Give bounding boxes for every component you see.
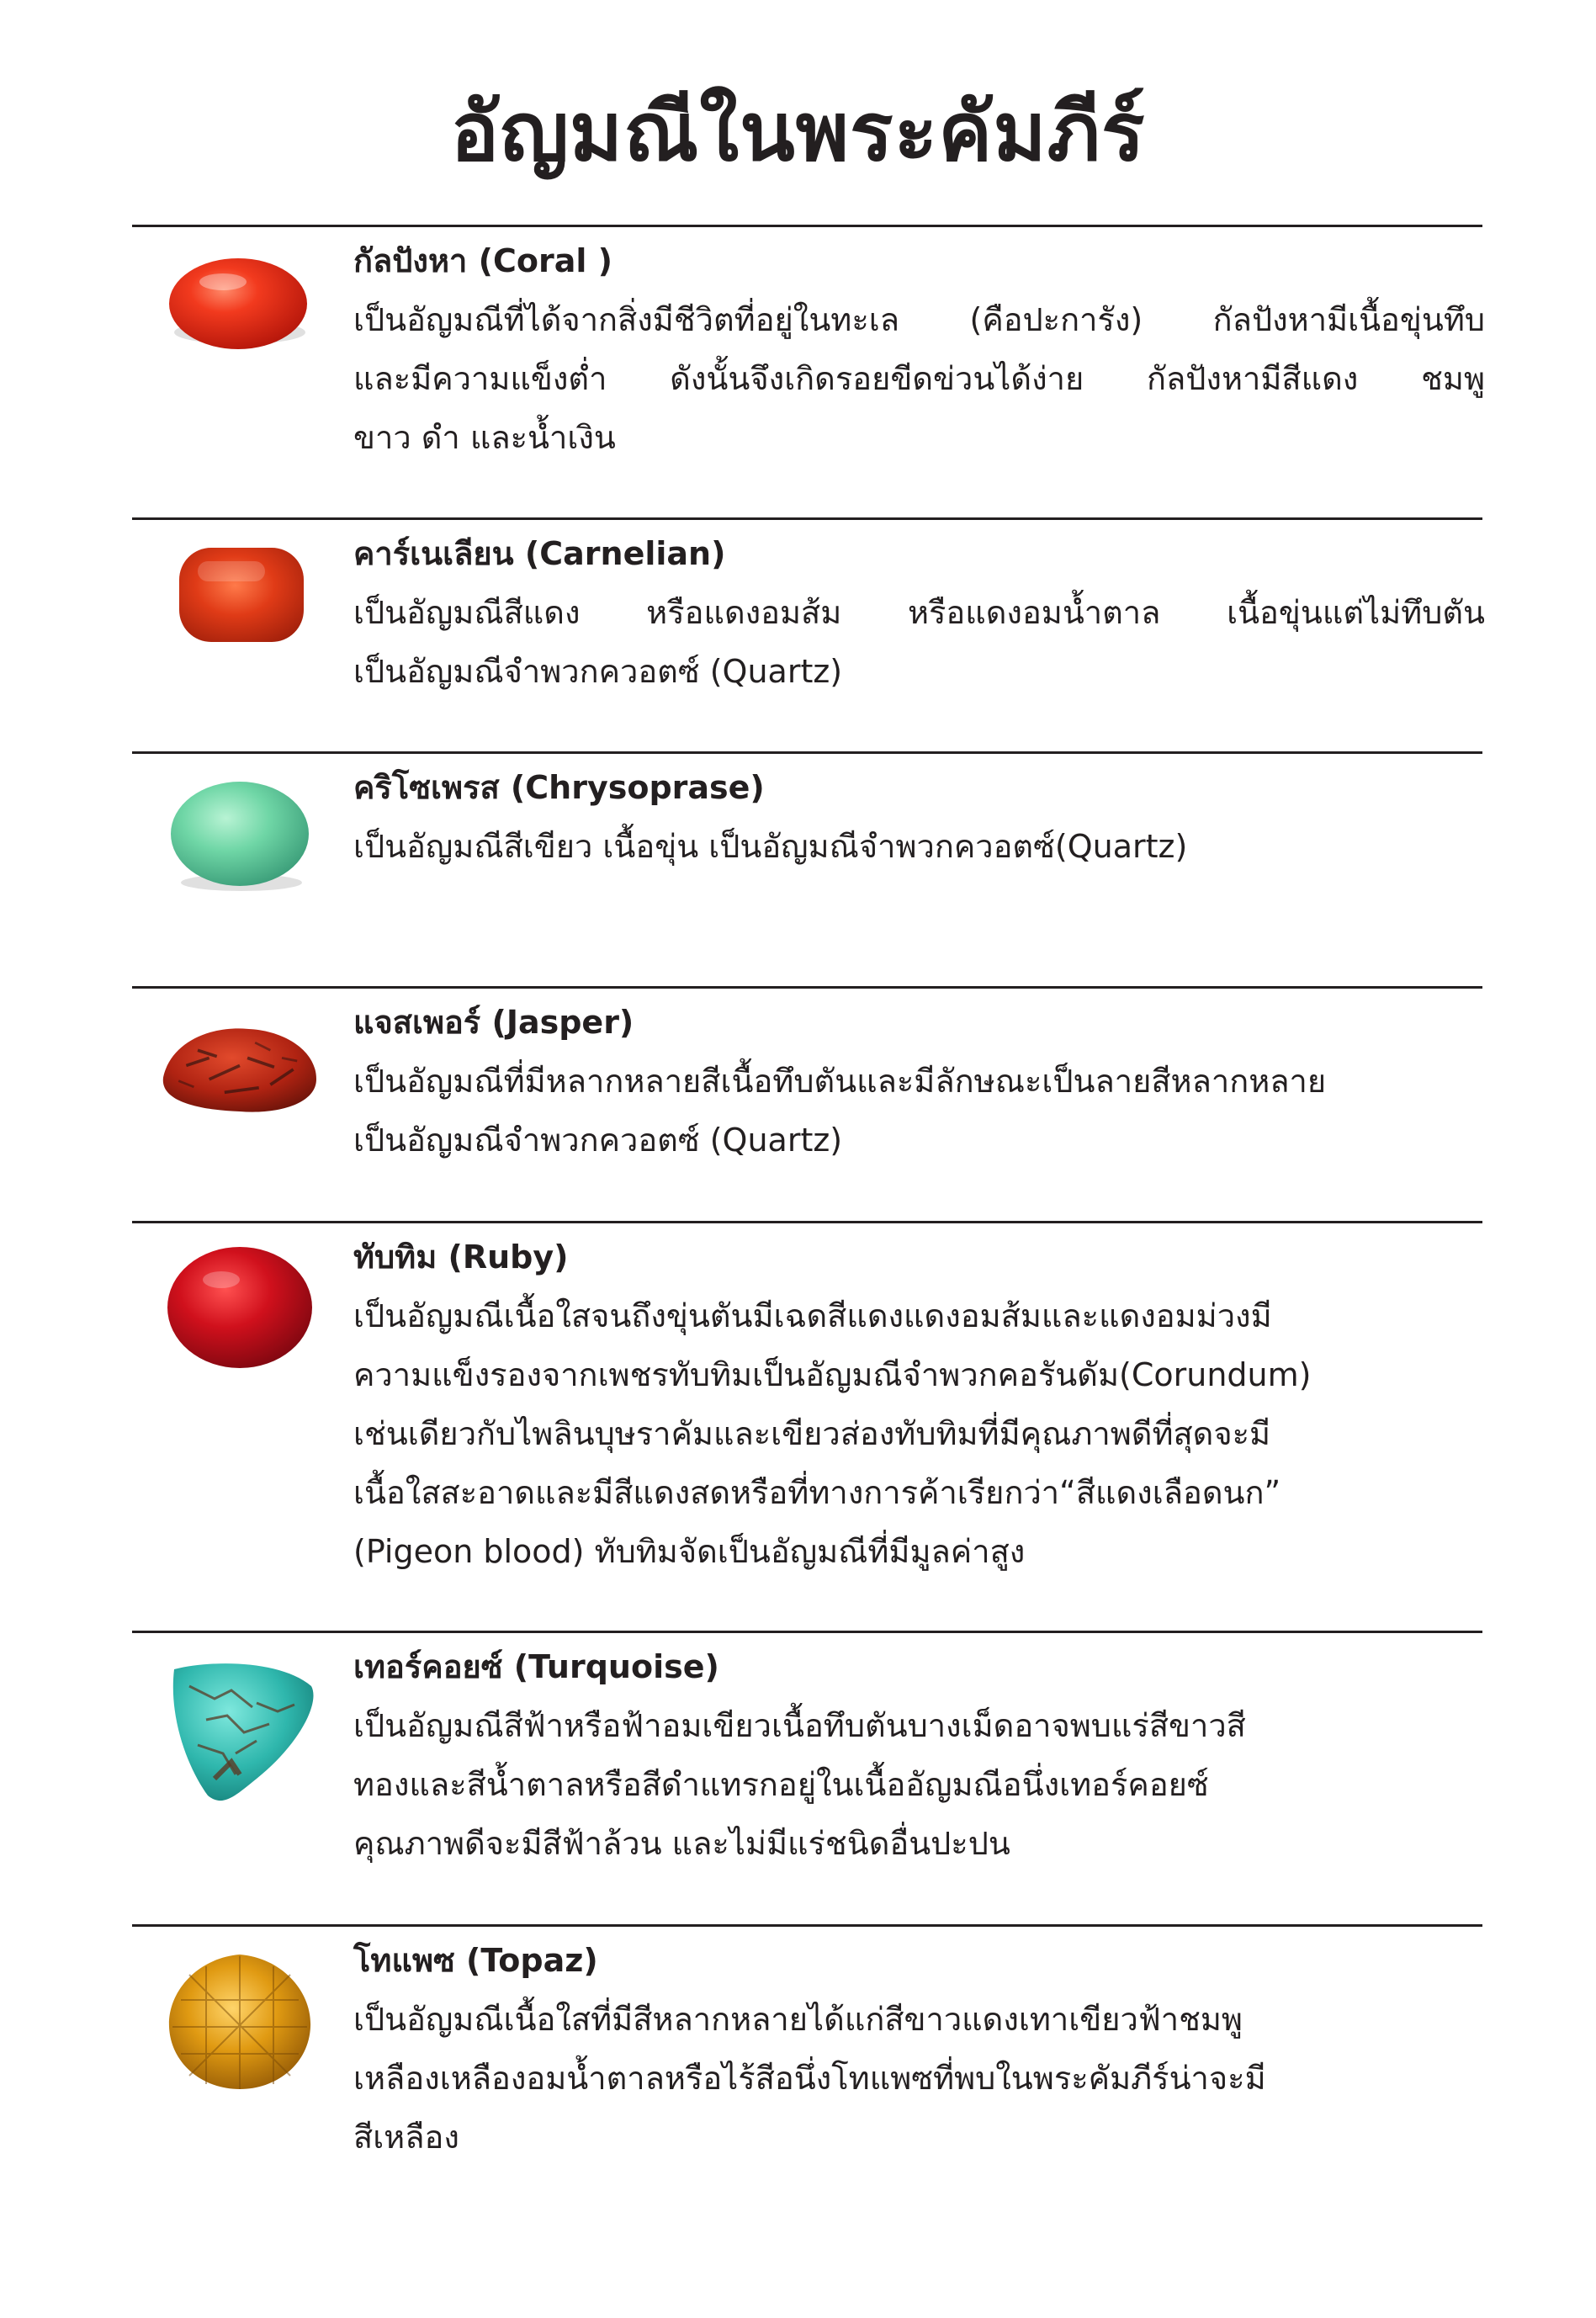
ruby-gem-icon: [156, 1244, 324, 1371]
description-line: เป็นอัญมณีที่ได้จากสิ่งมีชีวิตที่อยู่ในทะเล (คือปะการัง) กัลปังหามีเนื้อขุ่นทึบ: [353, 301, 1485, 338]
page-title: อัญมณีในพระคัมภีร์: [450, 85, 1146, 179]
gem-name: คริโซเพรส (Chrysoprase): [353, 769, 765, 806]
divider: [132, 225, 1482, 227]
divider: [132, 1221, 1482, 1223]
description-line: เป็นอัญมณีจำพวกควอตซ์ (Quartz): [353, 653, 843, 690]
description-line: และมีความแข็งต่ำ ดังนั้นจึงเกิดรอยขีดข่วนได้ง่าย กัลปังหามีสีแดง ชมพู: [353, 360, 1485, 397]
divider: [132, 986, 1482, 989]
gem-name: โทแพซ (Topaz): [353, 1942, 598, 1979]
description-line: เช่นเดียวกับไพลินบุษราคัมและเขียวส่องทับทิมที่มีคุณภาพดีที่สุดจะมี: [353, 1415, 1271, 1452]
description-line: คุณภาพดีจะมีสีฟ้าล้วน และไม่มีแร่ชนิดอื่นปะปน: [353, 1825, 1010, 1862]
jasper-gem-icon: [156, 1006, 324, 1132]
gem-description: [353, 1286, 1485, 1581]
divider: [132, 1924, 1482, 1927]
gem-name: เทอร์คอยซ์ (Turquoise): [353, 1648, 719, 1685]
description-line: สีเหลือง: [353, 2119, 459, 2156]
gem-description: [353, 817, 1485, 876]
description-line: เป็นอัญมณีจำพวกควอตซ์ (Quartz): [353, 1122, 843, 1159]
gem-name: กัลปังหา (Coral ): [353, 242, 612, 279]
description-line: เนื้อใสสะอาดและมีสีแดงสดหรือที่ทางการค้าเรียกว่า“สีแดงเลือดนก”: [353, 1474, 1281, 1511]
description-line: เป็นอัญมณีสีแดง หรือแดงอมส้ม หรือแดงอมน้ำตาล เนื้อขุ่นแต่ไม่ทึบตัน: [353, 594, 1485, 631]
description-line: ความแข็งรองจากเพชรทับทิมเป็นอัญมณีจำพวกคอรันดัม(Corundum): [353, 1356, 1312, 1393]
divider: [132, 751, 1482, 754]
gem-name: คาร์เนเลียน (Carnelian): [353, 535, 726, 572]
divider: [132, 1631, 1482, 1633]
gem-description: [353, 1696, 1485, 1873]
description-line: ขาว ดำ และน้ำเงิน: [353, 419, 616, 456]
coral-gem-icon: [156, 248, 324, 374]
topaz-gem-icon: [156, 1949, 324, 2093]
description-line: เป็นอัญมณีสีเขียว เนื้อขุ่น เป็นอัญมณีจำพวกควอตซ์(Quartz): [353, 828, 1188, 865]
description-line: ทองและสีน้ำตาลหรือสีดำแทรกอยู่ในเนื้ออัญมณีอนึ่งเทอร์คอยซ์: [353, 1766, 1209, 1803]
gem-name: แจสเพอร์ (Jasper): [353, 1004, 634, 1041]
gem-description: [353, 290, 1485, 467]
gem-description: [353, 583, 1485, 701]
carnelian-gem-icon: [156, 539, 324, 666]
divider: [132, 517, 1482, 520]
description-line: เหลืองเหลืองอมน้ำตาลหรือไร้สีอนึ่งโทแพซที่พบในพระคัมภีร์น่าจะมี: [353, 2060, 1266, 2097]
description-line: เป็นอัญมณีเนื้อใสที่มีสีหลากหลายได้แก่สีขาวแดงเทาเขียวฟ้าชมพู: [353, 2001, 1243, 2038]
description-line: (Pigeon blood) ทับทิมจัดเป็นอัญมณีที่มีมูลค่าสูง: [353, 1533, 1026, 1570]
gem-description: [353, 1990, 1485, 2167]
gem-name: ทับทิม (Ruby): [353, 1239, 569, 1276]
description-line: เป็นอัญมณีเนื้อใสจนถึงขุ่นตันมีเฉดสีแดงแดงอมส้มและแดงอมม่วงมี: [353, 1297, 1272, 1334]
description-line: เป็นอัญมณีสีฟ้าหรือฟ้าอมเขียวเนื้อทึบตันบางเม็ดอาจพบแร่สีขาวสี: [353, 1707, 1246, 1744]
chrysoprase-gem-icon: [156, 777, 324, 903]
turquoise-gem-icon: [156, 1652, 324, 1812]
gem-description: [353, 1052, 1485, 1170]
description-line: เป็นอัญมณีที่มีหลากหลายสีเนื้อทึบตันและมีลักษณะเป็นลายสีหลากหลาย: [353, 1063, 1327, 1100]
